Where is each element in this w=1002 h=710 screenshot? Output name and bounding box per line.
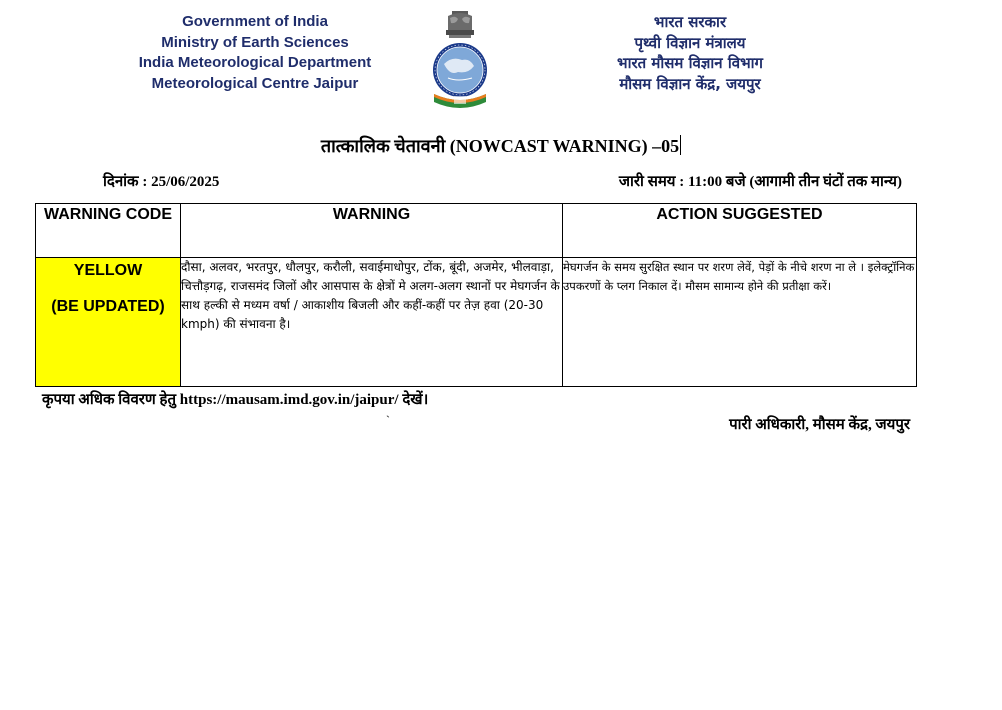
document-title-text[interactable]: तात्कालिक चेतावनी (NOWCAST WARNING) –05 xyxy=(320,136,680,156)
header-hindi-line-3: भारत मौसम विज्ञान विभाग xyxy=(617,54,763,72)
imd-jaipur-link[interactable]: https://mausam.imd.gov.in/jaipur/ xyxy=(179,392,399,408)
header-english-line-1: Government of India xyxy=(182,13,328,30)
header-english-line-4: Meteorological Centre Jaipur xyxy=(151,74,359,92)
header-hindi-line-2: पृथ्वी विज्ञान मंत्रालय xyxy=(634,33,746,52)
document-title[interactable] xyxy=(0,134,1002,158)
header-english-line-3: India Meteorological Department xyxy=(138,54,372,71)
header-english-line-2: Ministry of Earth Sciences xyxy=(161,33,349,51)
warning-code-level: YELLOW xyxy=(73,262,143,279)
issue-time: जारी समय : 11:00 बजे (आगामी तीन घंटों तक मान्य) xyxy=(618,174,902,190)
shift-officer-signature: पारी अधिकारी, मौसम केंद्र, जयपुर xyxy=(729,417,910,433)
stray-tick-mark: ` xyxy=(386,413,390,427)
warning-text-cell: दौसा, अलवर, भरतपुर, धौलपुर, करौली, सवाईमाधोपुर, टोंक, बूंदी, अजमेर, भीलवाड़ा, चित्तौड़गढ़, राजसमंद जिलों और आसपास के क्षेत्रों मे अलग-अलग स्थानों पर मेघगर्जन के साथ हल्की से मध्यम वर्षा / आकाशीय बिजली और कहीं-कहीं पर तेज़ हवा (20-30 kmph) की संभावना है। xyxy=(181,258,563,387)
warning-table xyxy=(35,203,917,387)
header-hindi-line-4: मौसम विज्ञान केंद्र, जयपुर xyxy=(619,74,761,93)
more-info-line xyxy=(42,389,428,409)
header-english xyxy=(120,12,390,94)
more-info-prefix: कृपया अधिक विवरण हेतु xyxy=(42,392,180,408)
warning-code-cell xyxy=(36,258,181,387)
warning-code-note: (BE UPDATED) xyxy=(51,298,165,315)
header-warning: WARNING xyxy=(181,204,563,258)
imd-emblem-icon xyxy=(428,8,492,114)
action-suggested-cell: मेघगर्जन के समय सुरक्षित स्थान पर शरण लेवें, पेड़ों के नीचे शरण ना ले । इलेक्ट्रॉनिक उपकरणों के प्लग निकाल दें। मौसम सामान्य होने की प्रतीक्षा करें। xyxy=(563,258,917,387)
header-hindi-line-1: भारत सरकार xyxy=(653,13,727,31)
text-cursor xyxy=(680,135,681,155)
issue-date: दिनांक : 25/06/2025 xyxy=(103,174,220,190)
table-row xyxy=(36,258,917,387)
header-warning-code: WARNING CODE xyxy=(36,204,181,258)
warning-table-header-row xyxy=(36,204,917,258)
header-hindi xyxy=(590,12,790,94)
header-action-suggested: ACTION SUGGESTED xyxy=(563,204,917,258)
more-info-suffix: देखें। xyxy=(398,392,429,408)
